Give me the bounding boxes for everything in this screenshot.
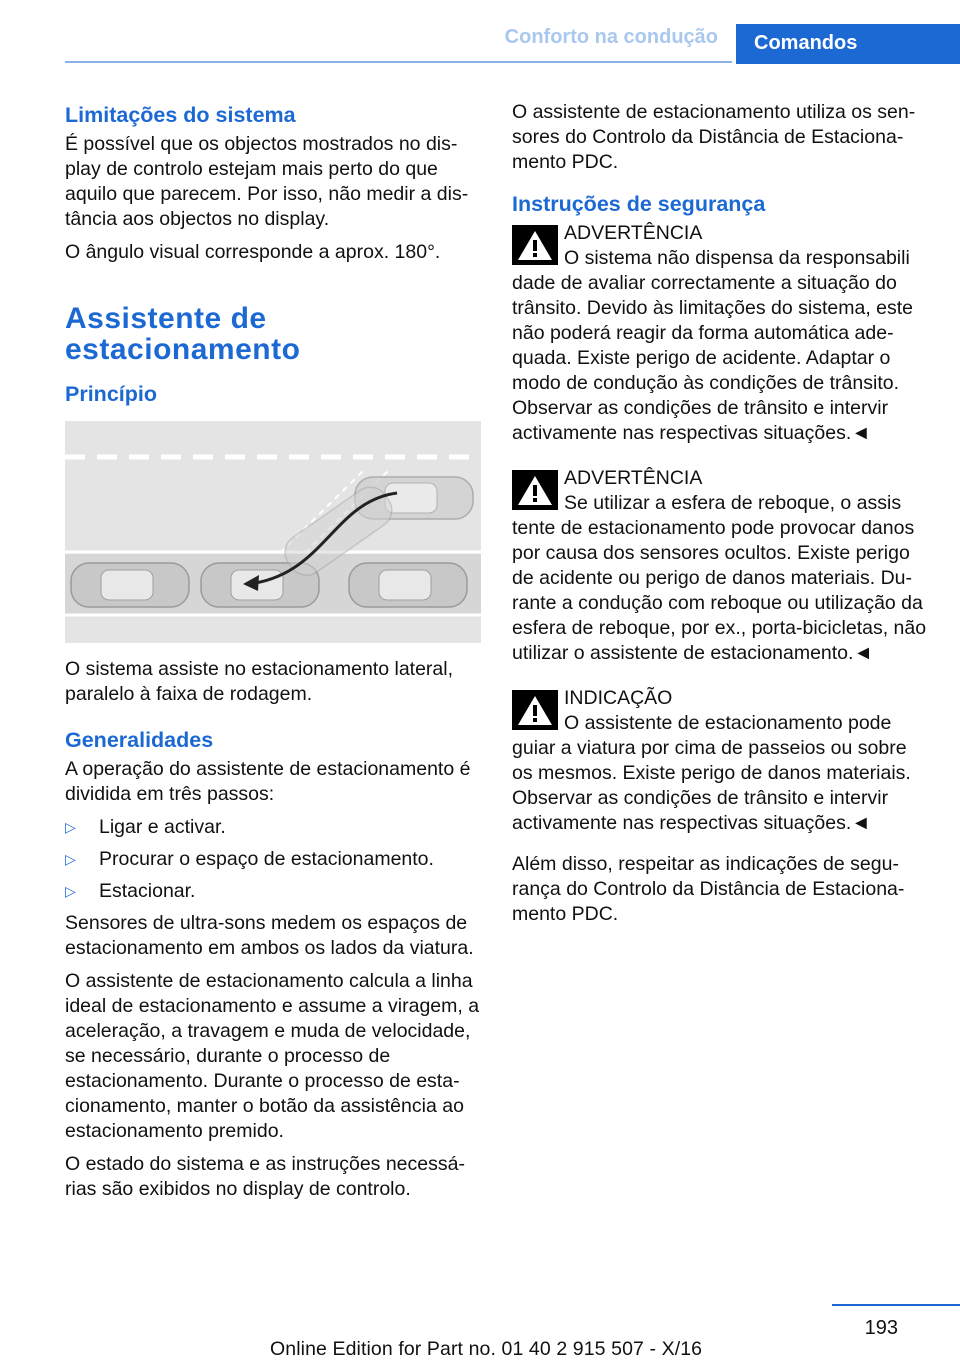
warning-body: dade de avaliar correctamente a situação do trânsito. Devido às limitações do sistema, este não poderá reagir da forma automática adequada. Existe perigo de acidente. Adaptar o modo de condução às condições de trânsito. Observar as condições de trânsito e intervir activamente nas respectivas situações.◄ bbox=[512, 272, 914, 444]
left-column bbox=[65, 100, 481, 1210]
principle-caption: O sistema assiste no estacionamento lateral, paralelo à faixa de rodagem. bbox=[65, 658, 454, 705]
limits-paragraph-1: É possível que os objectos mostrados no display de controlo estejam mais perto do que aquilo que parecem. Por isso, não medir a distância aos objectos no display. bbox=[65, 133, 469, 230]
notice-body: guiar a viatura por cima de passeios ou sobre os mesmos. Existe perigo de danos materiais. Observar as condições de trânsito e intervir activamente nas respectivas situações.◄ bbox=[512, 737, 911, 834]
intro-paragraph: O assistente de estacionamento utiliza os sensores do Controlo da Distância de Estacionamento PDC. bbox=[512, 101, 916, 173]
car-parked-right bbox=[349, 563, 467, 607]
general-paragraph-1: A operação do assistente de estacionamento é dividida em três passos: bbox=[65, 758, 471, 805]
header-rule bbox=[65, 61, 732, 63]
notice-title: INDICAÇÃO bbox=[564, 687, 673, 709]
page-number: 193 bbox=[864, 1317, 898, 1339]
limits-paragraph-2: O ângulo visual corresponde a aprox. 180°. bbox=[65, 241, 441, 263]
edition-footer: Online Edition for Part no. 01 40 2 915 507 - X/16 bbox=[270, 1338, 703, 1360]
warning-title: ADVERTÊNCIA bbox=[564, 222, 703, 244]
general-paragraph-3: O assistente de estacionamento calcula a linha ideal de estacionamento e assume a viragem, a aceleração, a travagem e muda de velocidade, se necessário, durante o processo de estacionamento. Durante o processo de estacionamento, manter o botão da assistência ao estacionamento premido. bbox=[65, 970, 480, 1142]
footer-rule bbox=[832, 1304, 960, 1306]
list-item: ▷ Procurar o espaço de estacionamento. bbox=[65, 848, 434, 870]
general-paragraph-2: Sensores de ultra-sons medem os espaços de estacionamento em ambos os lados da viatura. bbox=[65, 912, 474, 959]
right-column bbox=[512, 100, 928, 935]
notice-block bbox=[512, 686, 928, 836]
warning-triangle-icon bbox=[512, 690, 558, 730]
steps-list bbox=[65, 815, 481, 904]
parking-illustration bbox=[65, 421, 481, 643]
notice-first-line: O assistente de estacionamento pode bbox=[564, 712, 892, 734]
warning-block bbox=[512, 221, 928, 446]
warning-first-line: Se utilizar a esfera de reboque, o assis bbox=[564, 492, 902, 514]
principle-heading: Princípio bbox=[65, 382, 157, 406]
general-heading: Generalidades bbox=[65, 728, 214, 752]
triangle-bullet-icon: ▷ bbox=[65, 851, 76, 867]
header-section-title: Conforto na condução bbox=[504, 26, 718, 48]
header-chapter-tab: Comandos bbox=[736, 24, 960, 64]
list-item: ▷ Ligar e activar. bbox=[65, 816, 226, 838]
warning-first-line: O sistema não dispensa da responsabili bbox=[564, 247, 910, 269]
warning-triangle-icon bbox=[512, 225, 558, 265]
section-title: Assistente de estacionamento bbox=[65, 302, 301, 366]
warning-title: ADVERTÊNCIA bbox=[564, 467, 703, 489]
warning-block bbox=[512, 466, 928, 666]
warning-body: tente de estacionamento pode provocar danos por causa dos sensores ocultos. Existe perigo de acidente ou perigo de danos materiais. Durante a condução com reboque ou utilização da esfera de reboque, por ex., porta-bicicletas, não utilizar o assistente de estacionamento.◄ bbox=[512, 517, 927, 664]
triangle-bullet-icon: ▷ bbox=[65, 819, 76, 835]
list-item: ▷ Estacionar. bbox=[65, 880, 196, 902]
car-parked-left bbox=[71, 563, 189, 607]
warning-triangle-icon bbox=[512, 470, 558, 510]
triangle-bullet-icon: ▷ bbox=[65, 883, 76, 899]
general-paragraph-4: O estado do sistema e as instruções necessárias são exibidos no display de controlo. bbox=[65, 1153, 465, 1200]
safety-heading: Instruções de segurança bbox=[512, 192, 766, 216]
limits-heading: Limitações do sistema bbox=[65, 103, 296, 127]
closing-paragraph: Além disso, respeitar as indicações de segurança do Controlo da Distância de Estacionamento PDC. bbox=[512, 853, 905, 925]
parking-diagram bbox=[65, 421, 481, 643]
